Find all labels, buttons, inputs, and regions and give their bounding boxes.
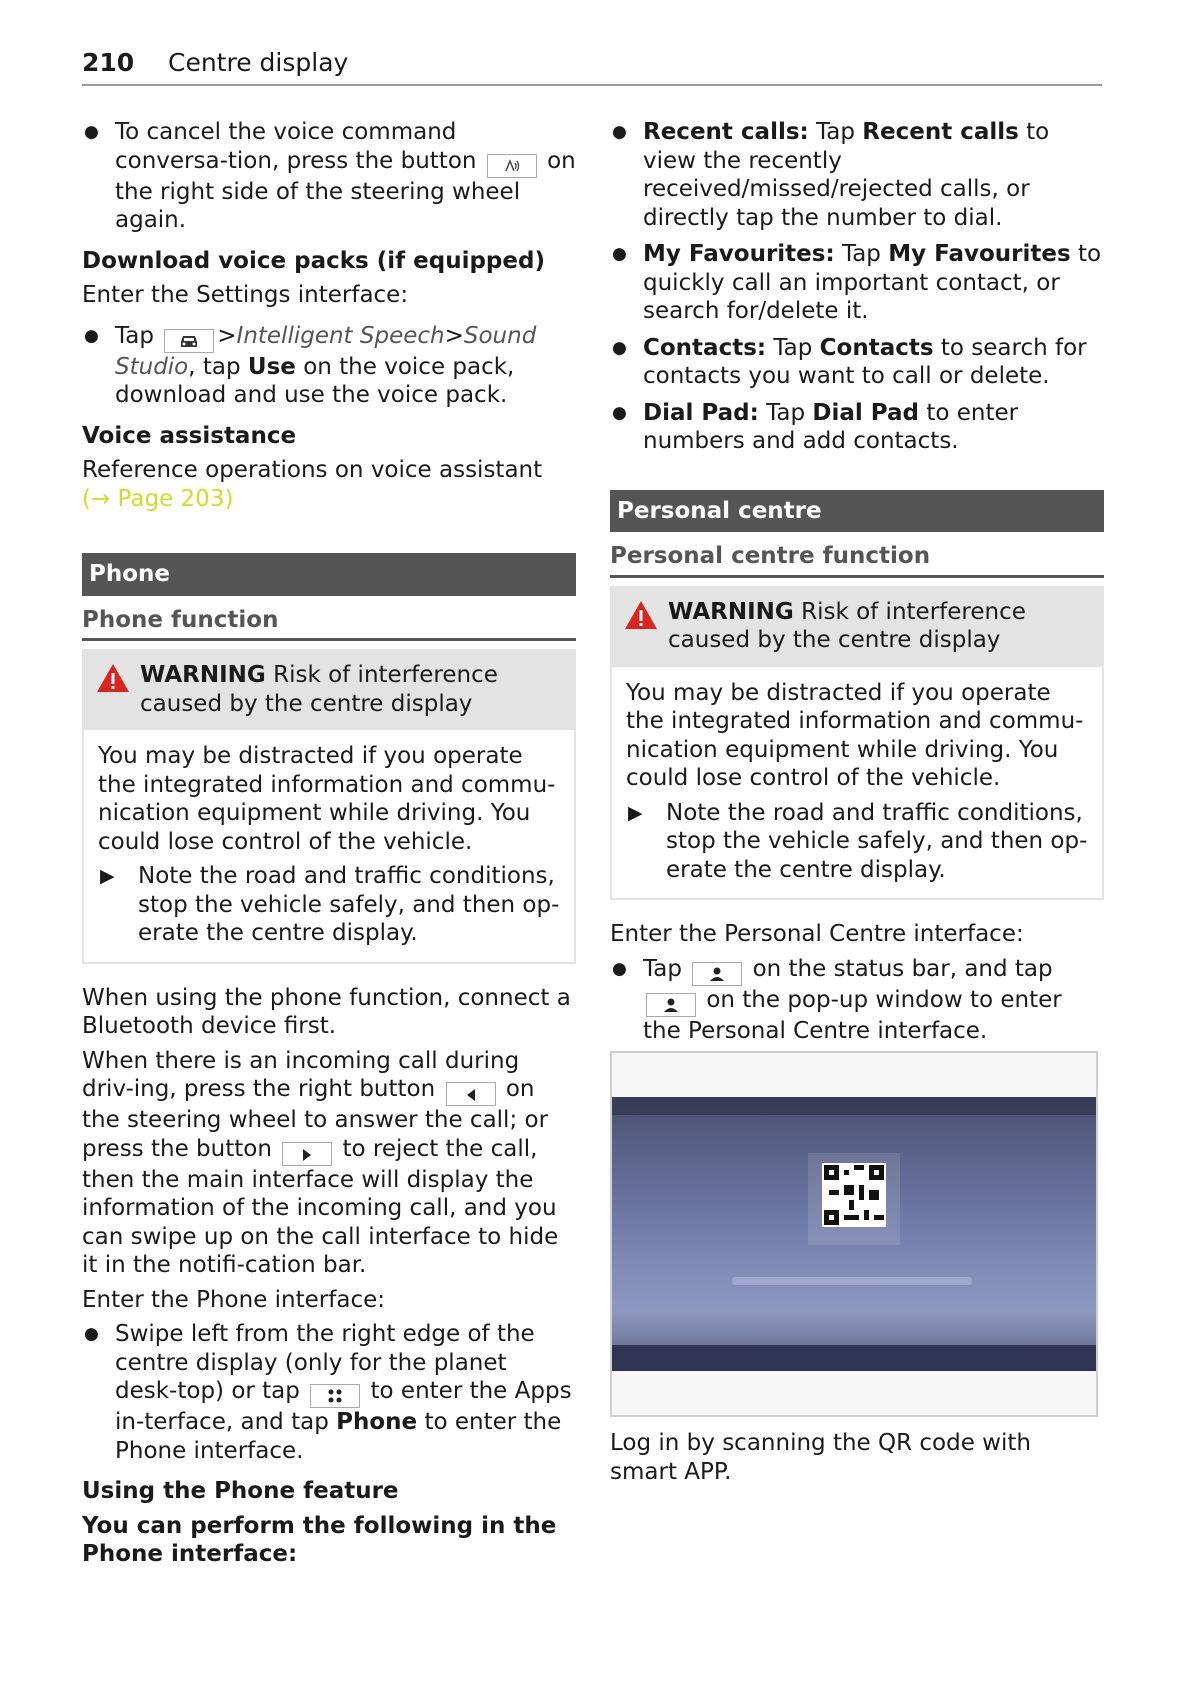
screen-status-bar xyxy=(612,1097,1096,1115)
incoming-p2: on the steering wheel to answer the call; or press the button xyxy=(82,1076,549,1162)
warning-action: ▶ Note the road and traffic conditions, stop the vehicle safely, and then op-erate the centre display. xyxy=(98,862,560,948)
personal-warning-box xyxy=(610,586,1104,901)
phone-section-bar: Phone xyxy=(82,553,576,596)
incoming-call-text xyxy=(82,1047,576,1280)
figure-caption: Log in by scanning the QR code with smart APP. xyxy=(610,1430,1031,1485)
item-keyword: My Favourites xyxy=(888,241,1071,267)
cancel-voice-bullet xyxy=(82,118,576,235)
centre-display-screen xyxy=(612,1097,1096,1371)
phone-function-heading: Phone function xyxy=(82,596,576,642)
item-label: Recent calls: xyxy=(643,119,809,145)
item-label: Contacts: xyxy=(643,334,767,361)
tap-word: Tap xyxy=(643,955,682,982)
tap-word: Tap xyxy=(773,334,813,361)
voice-assistance-text xyxy=(82,456,576,513)
settings-tap-bullet xyxy=(82,322,576,410)
tap-word: Tap xyxy=(816,119,855,145)
warning-body-text: You may be distracted if you operate the integrated information and commu-nication equipment while driving. You could lose control of the vehicle. xyxy=(98,743,556,855)
warning-body-text: You may be distracted if you operate the integrated information and commu-nication equipment while driving. You could lose control of the vehicle. xyxy=(626,679,1084,791)
path-separator: > xyxy=(217,322,237,349)
item-rest: to quickly call an important contact, or search for/delete it. xyxy=(643,241,1102,324)
download-heading: Download voice packs (if equipped) xyxy=(82,247,545,274)
contacts-item xyxy=(610,334,1104,391)
page-number: 210 xyxy=(82,48,135,77)
page-header xyxy=(82,44,1102,86)
warning-body xyxy=(612,667,1102,899)
page-reference-link[interactable]: (→ Page 203) xyxy=(82,485,234,512)
page-section-title: Centre display xyxy=(168,48,349,77)
swipe-mid: to enter the Apps in-terface, and tap xyxy=(115,1378,572,1435)
warning-body xyxy=(84,730,574,962)
warning-header xyxy=(612,588,1102,667)
login-agreement-line xyxy=(732,1277,972,1285)
voice-text: Reference operations on voice assistant xyxy=(82,457,543,483)
swipe-bullet xyxy=(82,1320,576,1465)
item-keyword: Recent calls xyxy=(862,119,1019,145)
personal-centre-bar: Personal centre xyxy=(610,490,1104,533)
bluetooth-text: When using the phone function, connect a Bluetooth device first. xyxy=(82,984,571,1039)
person-icon xyxy=(646,993,696,1017)
cancel-text-post: on the right side of the steering wheel again. xyxy=(115,147,576,233)
warning-triangle-icon xyxy=(624,600,658,630)
perform-heading: You can perform the following in the Phone interface: xyxy=(82,1512,557,1567)
left-arrow-button-icon xyxy=(446,1082,496,1106)
voice-button-icon xyxy=(487,154,537,178)
right-arrow-button-icon xyxy=(282,1142,332,1166)
incoming-p1: When there is an incoming call during driv-ing, press the right button xyxy=(82,1047,520,1102)
person-icon xyxy=(692,962,742,986)
path-intelligent-speech: Intelligent Speech xyxy=(236,322,445,349)
personal-tap-bullet xyxy=(610,955,1104,1046)
swipe-pre: Swipe left from the right edge of the centre display (only for the planet desk-top) or tap xyxy=(115,1321,535,1404)
path-separator: > xyxy=(444,322,464,349)
personal-centre-screenshot xyxy=(610,1051,1098,1417)
phone-warning-box xyxy=(82,649,576,964)
personal-tap-mid: on the status bar, and tap xyxy=(752,955,1053,982)
item-rest: to search for contacts you want to call or delete. xyxy=(643,334,1087,389)
enter-personal-text: Enter the Personal Centre interface: xyxy=(610,921,1024,947)
voice-assistance-heading: Voice assistance xyxy=(82,422,297,449)
incoming-p3: to reject the call, then the main interface will display the information of the incoming call, and you can swipe up on the call interface to hide it in the notifi-cation bar. xyxy=(82,1135,559,1278)
item-label: My Favourites: xyxy=(643,241,835,267)
warning-title: Risk of interference caused by the centre display xyxy=(668,598,1026,653)
swipe-post: to enter the Phone interface. xyxy=(115,1409,562,1464)
cancel-text-pre: To cancel the voice command conversa-tion, press the button xyxy=(115,119,477,174)
recent-calls-item xyxy=(610,118,1104,232)
personal-centre-function-heading: Personal centre function xyxy=(610,532,1104,578)
item-label: Dial Pad: xyxy=(643,399,759,426)
warning-triangle-icon xyxy=(96,663,130,693)
my-favourites-item xyxy=(610,240,1104,326)
apps-grid-icon xyxy=(310,1384,360,1408)
item-rest: to view the recently received/missed/rejected calls, or directly tap the number to dial. xyxy=(643,119,1050,231)
qr-code-image xyxy=(822,1163,886,1227)
warning-label: WARNING xyxy=(668,598,794,625)
tap-word: Tap xyxy=(841,241,881,267)
right-column xyxy=(610,118,1104,1486)
tap-mid-text: , tap xyxy=(188,353,241,380)
warning-header xyxy=(84,651,574,730)
warning-action: ▶ Note the road and traffic conditions, stop the vehicle safely, and then op-erate the centre display. xyxy=(626,799,1088,885)
tap-word: Tap xyxy=(766,399,806,426)
screen-dock xyxy=(612,1345,1096,1371)
path-sound-studio: Sound Studio xyxy=(115,322,537,380)
left-column xyxy=(82,118,576,1569)
dial-pad-item xyxy=(610,399,1104,456)
item-rest: to enter numbers and add contacts. xyxy=(643,399,1019,454)
warning-title: Risk of interference caused by the centre display xyxy=(140,662,498,717)
car-settings-icon xyxy=(164,329,214,353)
tap-post-text: on the voice pack, download and use the voice pack. xyxy=(115,353,515,408)
use-keyword: Use xyxy=(247,353,296,380)
download-intro: Enter the Settings interface: xyxy=(82,282,409,308)
phone-keyword: Phone xyxy=(336,1409,418,1435)
item-keyword: Contacts xyxy=(819,334,934,361)
enter-phone-text: Enter the Phone interface: xyxy=(82,1286,385,1313)
using-phone-heading: Using the Phone feature xyxy=(82,1478,399,1504)
item-keyword: Dial Pad xyxy=(812,399,919,426)
tap-word: Tap xyxy=(115,322,154,349)
personal-tap-post: on the pop-up window to enter the Personal Centre interface. xyxy=(643,986,1062,1044)
warning-label: WARNING xyxy=(140,662,266,688)
